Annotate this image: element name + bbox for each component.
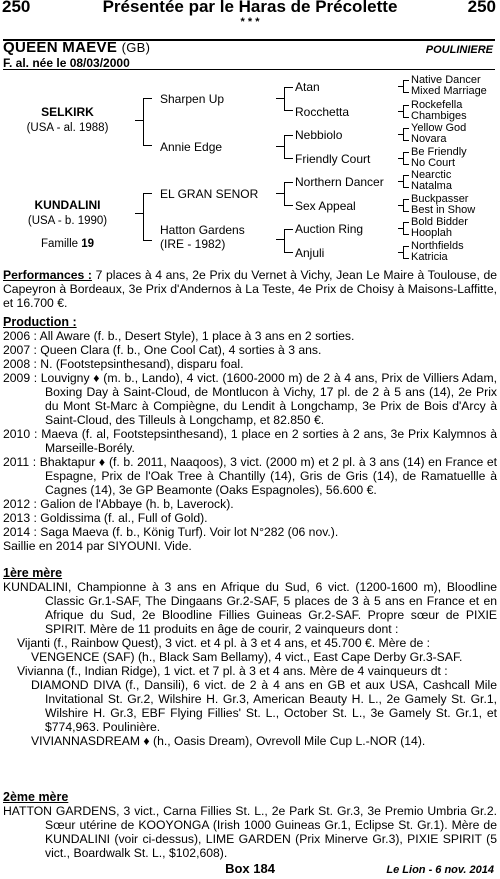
g4-7: Be Friendly [411, 146, 467, 158]
bracket-g2-2 [284, 135, 293, 159]
bracket-g3-5 [403, 175, 409, 188]
horse-type: POULINIERE [425, 44, 493, 56]
g2-sire-sire: Sharpen Up [160, 92, 225, 106]
performances-label: Performances : [3, 268, 92, 282]
first-dam-line: DIAMOND DIVA (f., Dansili), 6 vict. de 2 à 4 ans en GB et aux USA, Cashcall Mile Invitational St. Gr.2, Wilshire H. Gr.3, American Beauty H. L., 2e Gamely St. Gr.1, Wilshire H. Gr.3, EBF Flying Fillies' St. L., October St. L., 3e Gamely St. Gr.1, et $774,963. Poulinière. [31, 678, 497, 734]
performances-text: 7 places à 4 ans, 2e Prix du Vernet à Vichy, Jean Le Maire à Toulouse, de Capeyron à Bordeaux, 3e Prix d'Andernos à La Teste, 4e Prix de Choisy à Maisons-Laffitte, et 16.700 €. [3, 268, 497, 310]
horse-name-text: QUEEN MAEVE [3, 39, 118, 56]
production-line: 2009 : Louvigny ♦ (m. b., Lando), 4 vict. (1600-2000 m) de 2 à 4 ans, Prix de Villiers Adam, Boxing Day à Saint-Cloud, de Montlucon à Vichy, 17 pl. de 2 à 5 ans (14), 2e Prix du Mont St-Marc à Compiègne, du Lendit à Longchamp, 3e Prix de Bois d'Arcy à Saint-Cloud, des Tilleuls à Longchamp, et 82.850 €. [3, 371, 497, 427]
production-heading: Production : [3, 315, 77, 329]
production-line: Saillie en 2014 par SIYOUNI. Vide. [3, 539, 192, 553]
g4-16: Katricia [411, 251, 448, 263]
second-dam-heading: 2ème mère [3, 790, 69, 804]
bracket-g3-8 [403, 246, 409, 259]
second-dam-section [3, 804, 497, 860]
bracket-g2-3 [284, 182, 293, 206]
page-footer [0, 862, 500, 878]
horse-country: (GB) [121, 40, 151, 55]
first-dam-line: VIVIANNASDREAM ♦ (h., Oasis Dream), Ovrevoll Mile Cup L.-NOR (14). [31, 734, 426, 748]
performances-section [3, 268, 497, 310]
g3-5: Northern Dancer [295, 175, 384, 189]
production-line: 2014 : Saga Maeva (f. b., König Turf). Voir lot N°282 (06 nov.). [3, 525, 339, 539]
sire-name: SELKIRK [41, 105, 94, 119]
pedigree-table [0, 74, 500, 264]
first-dam-line: Vivianna (f., Indian Ridge), 1 vict. et 7 pl. à 3 et 4 ans. Mère de 4 vainqueurs dt : [17, 664, 448, 678]
g3-3: Nebbiolo [295, 128, 343, 142]
first-dam-section [3, 580, 497, 748]
g3-7: Auction Ring [295, 222, 364, 236]
lot-number-left: 250 [2, 0, 31, 16]
first-dam-heading: 1ère mère [3, 566, 63, 580]
second-dam-text: HATTON GARDENS, 3 vict., Carna Fillies St. L., 2e Park St. Gr.3, 3e Premio Umbria Gr.2. Sœur utérine de KOOYONGA (Irish 1000 Guineas Gr.1, Eclipse St. Gr.1). Mère de KUNDALINI (voir ci-dessus), LIME GARDEN (Prix Minerve Gr.3), PIXIE SPIRIT (5 vict., Boardwalk St. L., $102,608). [3, 804, 497, 860]
dam-family [10, 237, 125, 251]
production-line: 2006 : All Aware (f. b., Desert Style), 1 place à 3 ans en 2 sorties. [3, 329, 355, 343]
horse-title-box [3, 39, 495, 70]
bracket-g3-2 [403, 105, 409, 118]
family-label: Famille [40, 238, 79, 250]
g3-4: Friendly Court [295, 152, 371, 166]
family-number: 19 [81, 238, 95, 250]
production-line: 2011 : Bhaktapur ♦ (f. b. 2011, Naaqoos), 3 vict. (2000 m) et 2 pl. à 3 ans (14) en France et Espagne, Prix de l'Oak Tree à Chantilly (14), Gris de Gris (14), de Ramatuellle à Cagnes (14), 3e GP Beamonte (Oaks Espagnoles), 56.600 €. [3, 455, 497, 497]
bracket-g3-1 [403, 80, 409, 93]
production-line: 2012 : Galion de l'Abbaye (h. b, Laverock). [3, 497, 234, 511]
bracket-g3-4 [403, 152, 409, 165]
footer-date: Le Lion - 6 nov. 2014 [386, 864, 494, 876]
g4-4: Chambiges [411, 110, 467, 122]
page-title: Présentée par le Haras de Précolette [102, 0, 398, 16]
first-dam-line: VENGENCE (SAF) (h., Black Sam Bellamy), 4 vict., East Cape Derby Gr.3-SAF. [31, 650, 463, 664]
g4-15: Northfields [411, 240, 464, 252]
bracket-sire [143, 98, 152, 146]
production-list [3, 329, 497, 553]
bracket-g3-6 [403, 199, 409, 212]
g4-12: Best in Show [411, 204, 476, 216]
separator-stars: * * * [240, 16, 260, 28]
g4-14: Hooplah [411, 227, 452, 239]
g2-dam-dam: Hatton Gardens [160, 223, 245, 237]
g2-dam-dam-info: (IRE - 1982) [160, 237, 226, 251]
g4-5: Yellow God [411, 122, 467, 134]
production-line: 2013 : Goldissima (f. al., Full of Gold). [3, 511, 208, 525]
g3-2: Rocchetta [295, 105, 350, 119]
g4-9: Nearctic [411, 169, 452, 181]
production-line: 2007 : Queen Clara (f. b., One Cool Cat), 4 sorties à 3 ans. [3, 343, 322, 357]
g2-sire-dam: Annie Edge [160, 140, 223, 154]
g3-8: Anjuli [295, 246, 325, 260]
first-dam-line: Vijanti (f., Rainbow Quest), 3 vict. et 4 pl. à 3 et 4 ans, et 45.700 €. Mère de : [17, 636, 431, 650]
lot-number-right: 250 [467, 0, 496, 16]
box-number: Box 184 [225, 861, 275, 876]
horse-name [3, 41, 150, 55]
production-line: 2010 : Maeva (f. al, Footstepsinthesand), 1 place en 2 sorties à 2 ans, 3e Prix Kalymnos à Marseille-Borély. [3, 427, 497, 455]
bracket-g2-4 [284, 229, 293, 253]
bracket-g3-7 [403, 222, 409, 235]
g4-8: No Court [411, 157, 456, 169]
g3-1: Atan [295, 80, 320, 94]
bracket-g3-3 [403, 128, 409, 141]
horse-birth: F. al. née le 08/03/2000 [3, 56, 130, 70]
g4-13: Bold Bidder [411, 216, 468, 228]
dam-name: KUNDALINI [34, 198, 101, 212]
g4-6: Novara [411, 133, 447, 145]
g3-6: Sex Appeal [295, 199, 356, 213]
g2-dam-sire: EL GRAN SENOR [160, 187, 259, 201]
g4-11: Buckpasser [411, 193, 469, 205]
first-dam-intro: KUNDALINI, Championne à 3 ans en Afrique du Sud, 6 vict. (1200-1600 m), Bloodline Classic Gr.1-SAF, The Dingaans Gr.2-SAF, 5 places de 3 à 5 ans en France et en Afrique du Sud, 2e Bloodline Fillies Guineas Gr.2-SAF. Propre sœur de PIXIE SPIRIT. Mère de 11 produits en âge de courir, 2 vainqueurs dont : [3, 580, 497, 636]
bracket-g2-1 [284, 87, 293, 111]
dam-info: (USA - b. 1990) [27, 215, 108, 227]
g4-10: Natalma [411, 180, 452, 192]
production-line: 2008 : N. (Footstepsinthesand), disparu foal. [3, 357, 244, 371]
g4-3: Rockefella [411, 99, 463, 111]
g4-2: Mixed Marriage [411, 85, 487, 97]
g4-1: Native Dancer [411, 74, 481, 86]
bracket-dam [143, 193, 152, 241]
page-header [0, 0, 500, 28]
sire-info: (USA - al. 1988) [26, 122, 109, 134]
